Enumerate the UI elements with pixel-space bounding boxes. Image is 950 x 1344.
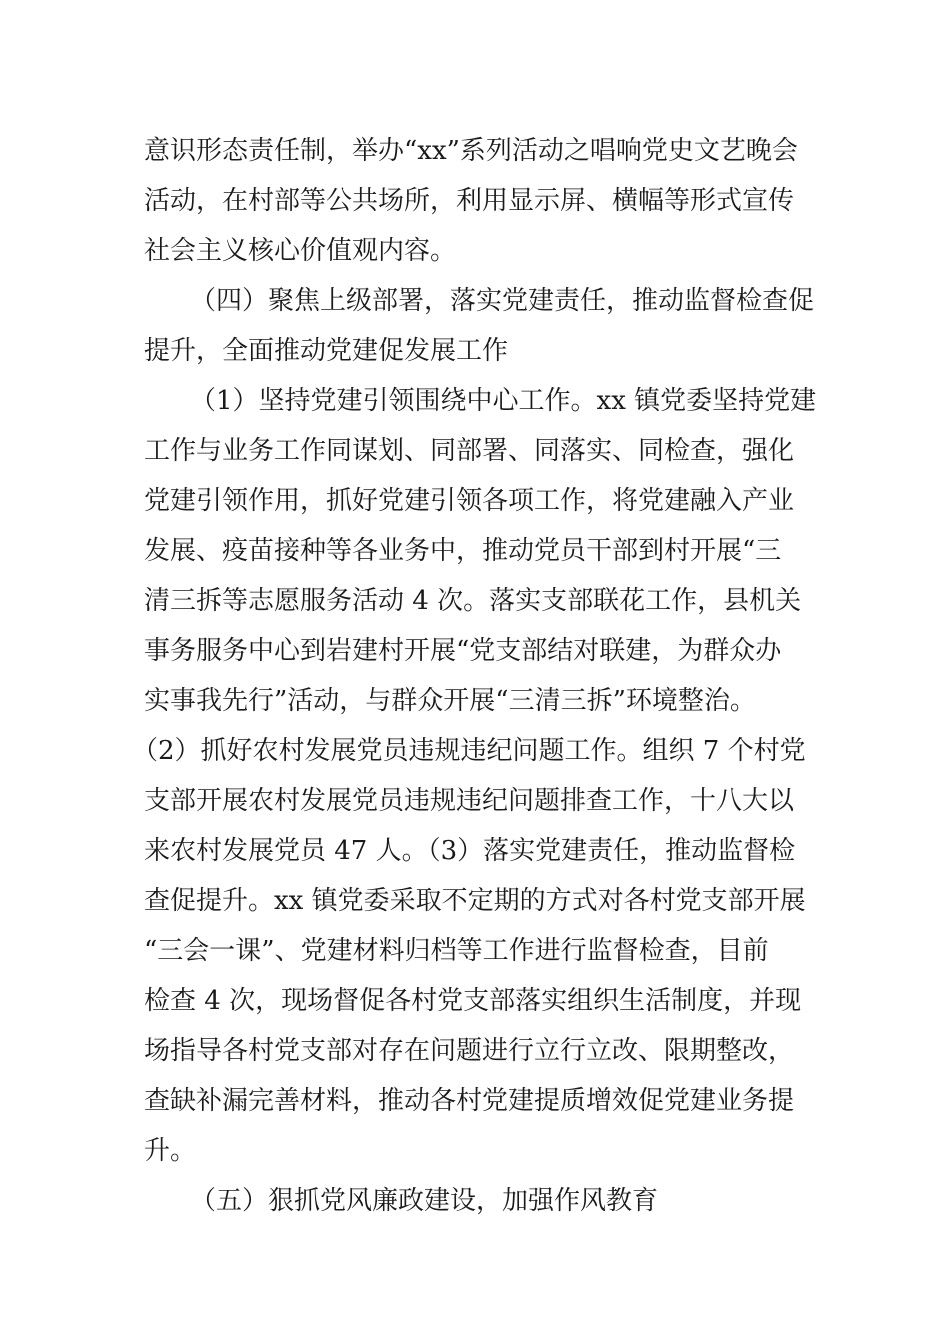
text-line: 实事我先行”活动，与群众开展“三清三拆”环境整治。 (144, 686, 756, 716)
text-line: 场指导各村党支部对存在问题进行立行立改、限期整改， (144, 1036, 795, 1066)
text-line: 发展、疫苗接种等各业务中，推动党员干部到村开展“三 (144, 536, 782, 566)
text-line: （2）抓好农村发展党员违规违纪问题工作。组织 7 个村党 (132, 736, 806, 766)
text-line: 活动，在村部等公共场所，利用显示屏、横幅等形式宣传 (144, 186, 795, 216)
text-line: 社会主义核心价值观内容。 (144, 236, 457, 266)
text-line: “三会一课”、党建材料归档等工作进行监督检查，目前 (144, 936, 769, 966)
section-heading: 提升，全面推动党建促发展工作 (144, 336, 509, 366)
text-line: 清三拆等志愿服务活动 4 次。落实支部联花工作，县机关 (144, 586, 802, 616)
text-line: 升。 (144, 1136, 197, 1166)
text-line: 支部开展农村发展党员违规违纪问题排查工作，十八大以 (144, 786, 795, 816)
section-heading: （五）狠抓党风廉政建设，加强作风教育 (190, 1186, 659, 1216)
section-heading: （四）聚焦上级部署，落实党建责任，推动监督检查促 (190, 286, 815, 316)
text-line: 意识形态责任制，举办“xx”系列活动之唱响党史文艺晚会 (144, 136, 798, 166)
text-line: 工作与业务工作同谋划、同部署、同落实、同检查，强化 (144, 436, 795, 466)
text-line: 党建引领作用，抓好党建引领各项工作，将党建融入产业 (144, 486, 795, 516)
text-line: 事务服务中心到岩建村开展“党支部结对联建，为群众办 (144, 636, 782, 666)
text-line: （1）坚持党建引领围绕中心工作。xx 镇党委坚持党建 (190, 386, 817, 416)
body-text (132, 126, 824, 1226)
text-line: 来农村发展党员 47 人。（3）落实党建责任，推动监督检 (144, 836, 796, 866)
text-line: 检查 4 次，现场督促各村党支部落实组织生活制度，并现 (144, 986, 802, 1016)
text-line: 查缺补漏完善材料，推动各村党建提质增效促党建业务提 (144, 1086, 795, 1116)
text-line: 查促提升。xx 镇党委采取不定期的方式对各村党支部开展 (144, 886, 806, 916)
